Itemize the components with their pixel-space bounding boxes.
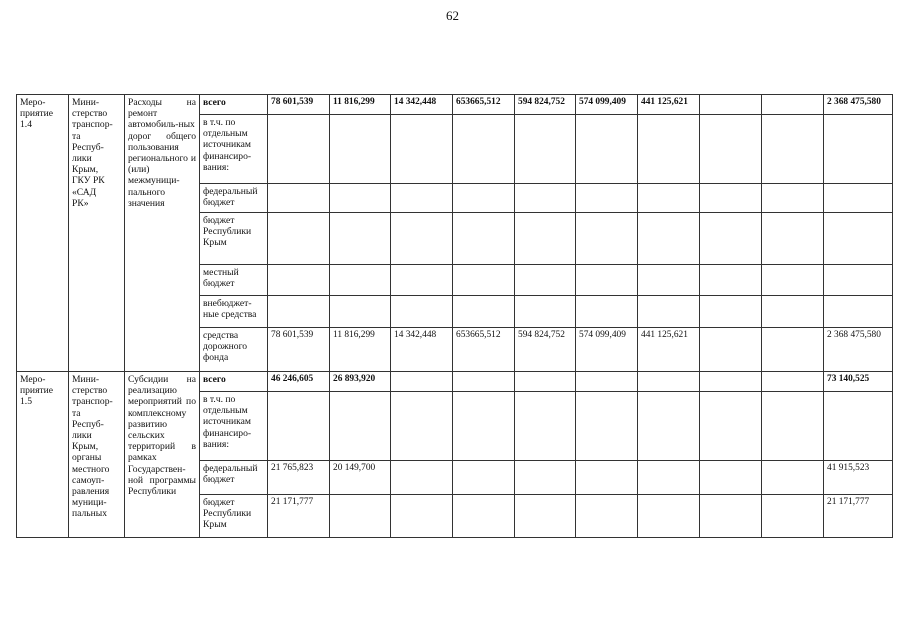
value-cell xyxy=(700,296,762,328)
value-cell: 78 601,539 xyxy=(268,95,330,115)
value-cell xyxy=(515,296,576,328)
value-cell xyxy=(391,115,453,184)
source-label-cell: в т.ч. по отдельным источникам финансиро-вания: xyxy=(200,115,268,184)
source-label-cell: всего xyxy=(200,95,268,115)
value-cell xyxy=(700,372,762,392)
value-cell xyxy=(515,461,576,495)
value-cell: 41 915,523 xyxy=(824,461,893,495)
value-cell xyxy=(268,392,330,461)
value-cell xyxy=(268,115,330,184)
value-cell: 73 140,525 xyxy=(824,372,893,392)
source-label-cell: средства дорожного фонда xyxy=(200,328,268,372)
table-row xyxy=(17,372,893,392)
value-cell: 14 342,448 xyxy=(391,328,453,372)
value-cell xyxy=(453,296,515,328)
value-cell xyxy=(330,265,391,296)
value-cell xyxy=(638,296,700,328)
value-cell xyxy=(515,115,576,184)
source-label-cell: федеральный бюджет xyxy=(200,184,268,213)
value-cell: 20 149,700 xyxy=(330,461,391,495)
source-label-cell: местный бюджет xyxy=(200,265,268,296)
value-cell xyxy=(268,296,330,328)
value-cell xyxy=(576,265,638,296)
source-label-cell: всего xyxy=(200,372,268,392)
value-cell: 441 125,621 xyxy=(638,95,700,115)
value-cell xyxy=(268,265,330,296)
value-cell xyxy=(453,265,515,296)
executor-cell: Мини- стерство транспор- та Респуб- лики Крым, органы местного самоуп- равления муници- пальных xyxy=(69,372,125,538)
value-cell xyxy=(638,265,700,296)
value-cell: 21 765,823 xyxy=(268,461,330,495)
value-cell: 653665,512 xyxy=(453,328,515,372)
page-number: 62 xyxy=(446,8,459,23)
description-cell: Расходы на ремонт автомобиль-ных дорог общего пользования регионального и (или) межмуници-пального значения xyxy=(125,95,200,372)
value-cell xyxy=(453,213,515,265)
value-cell: 574 099,409 xyxy=(576,328,638,372)
value-cell xyxy=(453,372,515,392)
value-cell: 11 816,299 xyxy=(330,328,391,372)
value-cell xyxy=(515,213,576,265)
value-cell xyxy=(391,495,453,538)
value-cell: 574 099,409 xyxy=(576,95,638,115)
value-cell xyxy=(453,495,515,538)
value-cell xyxy=(330,184,391,213)
value-cell xyxy=(515,392,576,461)
value-cell xyxy=(638,184,700,213)
value-cell xyxy=(576,372,638,392)
event-cell: Меро- приятие 1.5 xyxy=(17,372,69,538)
value-cell: 653665,512 xyxy=(453,95,515,115)
value-cell xyxy=(515,184,576,213)
value-cell xyxy=(762,213,824,265)
value-cell: 441 125,621 xyxy=(638,328,700,372)
value-cell xyxy=(638,213,700,265)
value-cell xyxy=(700,95,762,115)
value-cell: 594 824,752 xyxy=(515,328,576,372)
value-cell xyxy=(515,265,576,296)
value-cell xyxy=(762,372,824,392)
value-cell xyxy=(268,184,330,213)
executor-cell: Мини- стерство транспор- та Респуб- лики Крым, ГКУ РК «САД РК» xyxy=(69,95,125,372)
value-cell xyxy=(391,372,453,392)
source-label-cell: бюджет Республики Крым xyxy=(200,495,268,538)
value-cell xyxy=(762,392,824,461)
value-cell xyxy=(391,392,453,461)
value-cell xyxy=(824,392,893,461)
value-cell xyxy=(700,115,762,184)
value-cell xyxy=(576,461,638,495)
value-cell xyxy=(330,296,391,328)
value-cell xyxy=(391,461,453,495)
value-cell xyxy=(391,265,453,296)
source-label-cell: в т.ч. по отдельным источникам финансиро-вания: xyxy=(200,392,268,461)
value-cell xyxy=(638,495,700,538)
value-cell: 2 368 475,580 xyxy=(824,328,893,372)
description-cell: Субсидии на реализацию мероприятий по комплексному развитию сельских территорий в рамках Государствен-ной программы Республики xyxy=(125,372,200,538)
value-cell xyxy=(576,184,638,213)
value-cell xyxy=(638,115,700,184)
value-cell xyxy=(453,184,515,213)
value-cell xyxy=(762,115,824,184)
value-cell xyxy=(638,461,700,495)
value-cell xyxy=(638,372,700,392)
value-cell xyxy=(762,265,824,296)
value-cell xyxy=(453,461,515,495)
value-cell xyxy=(700,184,762,213)
source-label-cell: бюджет Республики Крым xyxy=(200,213,268,265)
value-cell xyxy=(330,495,391,538)
value-cell: 78 601,539 xyxy=(268,328,330,372)
value-cell xyxy=(330,115,391,184)
value-cell: 11 816,299 xyxy=(330,95,391,115)
value-cell xyxy=(576,392,638,461)
value-cell xyxy=(515,495,576,538)
value-cell: 2 368 475,580 xyxy=(824,95,893,115)
value-cell xyxy=(638,392,700,461)
value-cell xyxy=(762,495,824,538)
value-cell xyxy=(576,495,638,538)
value-cell xyxy=(391,184,453,213)
value-cell: 21 171,777 xyxy=(824,495,893,538)
value-cell xyxy=(576,213,638,265)
value-cell xyxy=(762,328,824,372)
value-cell xyxy=(700,328,762,372)
value-cell xyxy=(700,392,762,461)
value-cell: 14 342,448 xyxy=(391,95,453,115)
value-cell xyxy=(700,265,762,296)
value-cell xyxy=(762,95,824,115)
value-cell xyxy=(391,296,453,328)
value-cell xyxy=(824,115,893,184)
value-cell xyxy=(762,184,824,213)
value-cell xyxy=(330,213,391,265)
value-cell xyxy=(700,495,762,538)
value-cell xyxy=(700,213,762,265)
value-cell xyxy=(700,461,762,495)
value-cell xyxy=(576,296,638,328)
budget-table xyxy=(16,94,893,538)
value-cell: 26 893,920 xyxy=(330,372,391,392)
value-cell xyxy=(268,213,330,265)
value-cell xyxy=(391,213,453,265)
value-cell: 21 171,777 xyxy=(268,495,330,538)
value-cell xyxy=(824,296,893,328)
value-cell xyxy=(824,265,893,296)
value-cell xyxy=(762,296,824,328)
value-cell xyxy=(576,115,638,184)
source-label-cell: внебюджет-ные средства xyxy=(200,296,268,328)
value-cell: 46 246,605 xyxy=(268,372,330,392)
value-cell: 594 824,752 xyxy=(515,95,576,115)
value-cell xyxy=(762,461,824,495)
event-cell: Меро- приятие 1.4 xyxy=(17,95,69,372)
value-cell xyxy=(453,392,515,461)
value-cell xyxy=(824,184,893,213)
value-cell xyxy=(330,392,391,461)
value-cell xyxy=(824,213,893,265)
source-label-cell: федеральный бюджет xyxy=(200,461,268,495)
value-cell xyxy=(453,115,515,184)
table-row xyxy=(17,95,893,115)
value-cell xyxy=(515,372,576,392)
